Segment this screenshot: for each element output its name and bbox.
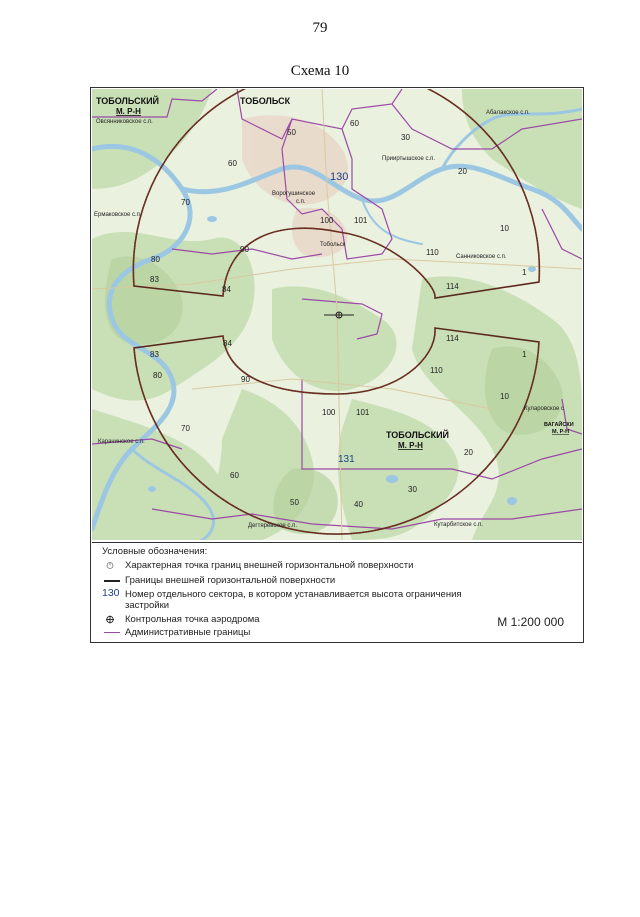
- settlement-label: Ермаковское с.п.: [94, 212, 142, 218]
- ring-point-label: 101: [354, 216, 368, 225]
- legend-item-text: Административные границы: [125, 627, 251, 638]
- legend-item-text: Границы внешней горизонтальной поверхности: [125, 575, 336, 586]
- ring-point-label: 90: [240, 245, 249, 254]
- ring-point-label: 83: [150, 275, 159, 284]
- settlement-label: Абалакское с.п.: [486, 110, 530, 116]
- legend-item-marker: [102, 560, 482, 571]
- ring-point-label: 84: [222, 285, 231, 294]
- ring-point-label: 50: [287, 128, 296, 137]
- ring-point-label: 100: [320, 216, 334, 225]
- ring-point-label: 30: [408, 485, 417, 494]
- ring-point-label: 101: [356, 408, 370, 417]
- sector-label-north: 130: [330, 171, 349, 183]
- ring-point-label: 50: [290, 498, 299, 507]
- ring-point-label: 80: [153, 371, 162, 380]
- sector-label-south: 131: [338, 454, 355, 465]
- ring-point-label: 60: [350, 119, 359, 128]
- ring-point-label: 90: [241, 375, 250, 384]
- legend-item-surface-border: [102, 575, 482, 586]
- region-label-tobolsky-top: ТОБОЛЬСКИЙ: [96, 96, 160, 106]
- settlement-label: Кутарбитское с.п.: [434, 522, 483, 528]
- surface-border-line-icon: [102, 575, 122, 586]
- settlement-label: Тобольск: [320, 242, 346, 248]
- ring-point-label: 110: [426, 248, 439, 257]
- ring-point-label: 1: [522, 268, 527, 277]
- region-label-tobolsk-city: ТОБОЛЬСК: [240, 96, 291, 106]
- legend-item-control-point: [102, 614, 482, 625]
- ring-point-label: 83: [150, 350, 159, 359]
- ring-point-label: 84: [223, 339, 232, 348]
- ring-point-label: 1: [522, 350, 527, 359]
- ring-point-label: 80: [151, 255, 160, 264]
- admin-boundary-line-icon: [102, 627, 122, 638]
- ring-point-label: 100: [322, 408, 336, 417]
- map-scale: М 1:200 000: [497, 615, 564, 629]
- region-label-mrn-bottom: М. Р-Н: [398, 441, 423, 450]
- ring-point-label: 10: [500, 392, 509, 401]
- ring-point-label: 70: [181, 424, 190, 433]
- ring-point-label: 10: [500, 224, 509, 233]
- region-label-tobolsky-bottom: ТОБОЛЬСКИЙ: [386, 430, 450, 440]
- page-number: 79: [312, 20, 328, 36]
- sector-number-icon: 130: [102, 587, 120, 599]
- legend: [92, 542, 582, 642]
- ring-point-label: 60: [230, 471, 239, 480]
- ring-point-label: 114: [446, 334, 459, 343]
- map-canvas: [92, 89, 582, 540]
- ring-point-label: 20: [458, 167, 467, 176]
- settlement-label: Дегтяревское с.п.: [248, 523, 297, 529]
- settlement-label: Санниковское с.п.: [456, 254, 507, 260]
- region-label-vagaisky: ВАГАЙСКИ: [544, 422, 574, 428]
- legend-item-text: Характерная точка границ внешней горизонтальной поверхности: [125, 560, 414, 571]
- settlement-label: Прииртышское с.п.: [382, 156, 436, 162]
- ring-point-label: 30: [401, 133, 410, 142]
- ring-point-label: 110: [430, 366, 443, 375]
- legend-item-sector-number: [102, 589, 482, 611]
- legend-title: Условные обозначения:: [102, 546, 208, 557]
- settlement-label: Овсянниковское с.п.: [96, 119, 153, 125]
- ring-point-label: 40: [354, 500, 363, 509]
- settlement-label: Ворогушинское: [272, 191, 316, 197]
- settlement-label: Карачинское с.п.: [98, 439, 145, 445]
- map-area: [92, 89, 582, 540]
- airport-control-point-icon: [102, 614, 122, 625]
- settlement-label: Куларовское с: [524, 406, 565, 412]
- legend-item-admin-boundary: [102, 627, 482, 638]
- region-label-mrn-top: М. Р-Н: [116, 107, 141, 116]
- ring-point-label: 114: [446, 282, 459, 291]
- ring-point-label: 60: [228, 159, 237, 168]
- marker-icon: [102, 560, 122, 571]
- settlement-label: с.п.: [296, 199, 306, 205]
- legend-item-text: Номер отдельного сектора, в котором устанавливается высота ограничения застройки: [125, 589, 462, 611]
- map-frame: [90, 87, 584, 643]
- scheme-title: Схема 10: [290, 63, 350, 79]
- ring-point-label: 20: [464, 448, 473, 457]
- legend-item-text: Контрольная точка аэродрома: [125, 614, 260, 625]
- region-label-vagaisky-mrn: М. Р-Н: [552, 429, 570, 435]
- ring-point-label: 70: [181, 198, 190, 207]
